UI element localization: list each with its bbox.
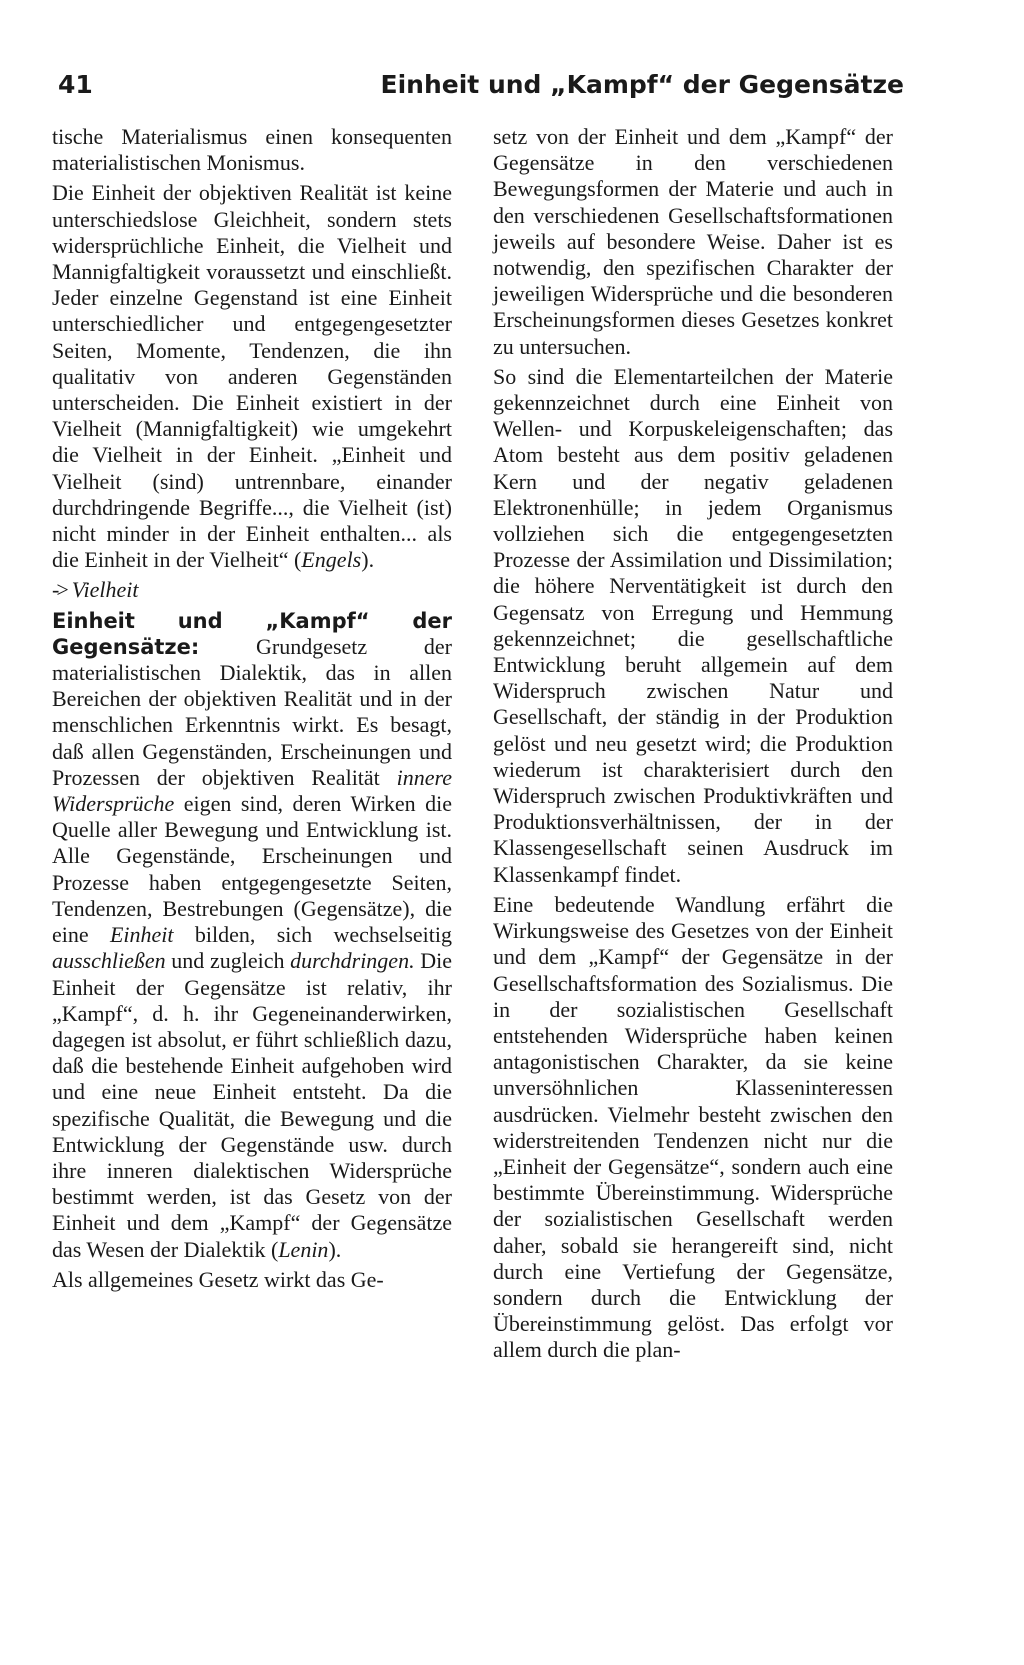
arrow-icon: -> — [52, 577, 66, 603]
emphasis: durchdringen. — [290, 948, 415, 974]
paragraph-einheit — [52, 180, 452, 573]
entry-heading: Einheit und „Kampf“ der Gegensätze: — [52, 608, 452, 659]
emphasis: Einheit — [109, 922, 174, 948]
text-run: bilden, sich wechselseitig — [173, 922, 452, 948]
text-run: und zugleich — [165, 948, 291, 974]
cross-reference-target: Vielheit — [71, 577, 139, 603]
text-run: eigen sind, deren Wirken die Quelle aller Bewegung und Entwicklung ist. Alle Gegenstände, Erscheinungen und Prozesse haben entgegengesetzte Seiten, Tendenzen, Bestrebungen (Gegensätze), die eine — [52, 791, 452, 948]
page-number: 41 — [58, 70, 93, 99]
emphasis: innere Widersprüche — [52, 764, 452, 817]
author-citation: Engels — [301, 547, 362, 573]
text-run: Grundgesetz der materialistischen Dialektik, das in allen Bereichen der objektiven Realität und in der menschlichen Erkenntnis wirkt. Es besagt, daß allen Gegenständen, Erscheinungen und Prozessen der objektiven Realität — [52, 633, 452, 790]
text-run: Die Einheit der Gegensätze ist relativ, ihr „Kampf“, d. h. ihr Gegeneinanderwirken, dagegen ist absolut, er führt schließlich dazu, daß die bestehende Einheit aufgehoben wird und eine neue Einheit entsteht. Da die spezifische Qualität, die Bewegung und die Entwicklung der Gegenstände usw. durch ihre inneren dialektischen Widersprüche bestimmt werden, ist das Gesetz von der Einheit und dem „Kampf“ der Gegensätze das Wesen der Dialektik ( — [52, 948, 452, 1262]
text-run: ). — [328, 1236, 342, 1262]
text-run: ). — [361, 547, 375, 573]
paragraph-sozialismus: Eine bedeutende Wandlung erfährt die Wirkungsweise des Gesetzes von der Einheit und dem „Kampf“ der Gegensätze in der Gesellschaftsformation des Sozialismus. Die in der sozialistischen Gesellschaft entstehenden Widersprüche haben keinen antagonistischen Charakter, da sie keine unversöhnlichen Klasseninteressen ausdrücken. Vielmehr besteht zwischen den widerstreitenden Tendenzen nicht nur die „Einheit der Gegensätze“, sondern auch eine bestimmte Übereinstimmung. Widersprüche der sozialistischen Gesellschaft werden daher, sobald sie herangereift sind, nicht durch eine Vertiefung der Gegensätze, sondern durch die Entwicklung der Übereinstimmung gelöst. Das erfolgt vor allem durch die plan- — [493, 891, 893, 1363]
emphasis: ausschließen — [52, 948, 166, 974]
left-column — [52, 124, 452, 1297]
text-run: Die Einheit der objektiven Realität ist keine unterschiedslose Gleichheit, sondern stets widersprüchliche Einheit, die Vielheit und Mannigfaltigkeit voraussetzt und einschließt. Jeder einzelne Gegenstand ist eine Einheit unterschiedlicher und entgegengesetzter Seiten, Momente, Tendenzen, die ihn qualitativ von anderen Gegenständen unterscheiden. Die Einheit existiert in der Vielheit (Mannigfaltigkeit) wie umgekehrt die Vielheit in der Einheit. „Einheit und Vielheit (sind) untrennbare, einander durchdringende Begriffe..., die Vielheit (ist) nicht minder in der Einheit enthalten... als die Einheit in der Vielheit“ ( — [52, 180, 452, 573]
right-column — [493, 124, 893, 1368]
cross-reference — [52, 577, 452, 603]
author-citation: Lenin — [278, 1236, 329, 1262]
paragraph-allgemeines: Als allgemeines Gesetz wirkt das Ge- — [52, 1266, 384, 1292]
paragraph-continued: setz von der Einheit und dem „Kampf“ der Gegensätze in den verschiedenen Bewegungsformen der Materie und auch in den verschiedenen Gesellschaftsformationen jeweils auf besondere Weise. Daher ist es notwendig, den spezifischen Charakter der jeweiligen Widersprüche und die besonderen Erscheinungsformen dieses Gesetzes konkret zu untersuchen. — [493, 124, 893, 359]
paragraph-continued: tische Materialismus einen konsequenten materialistischen Monismus. — [52, 124, 452, 176]
running-title: Einheit und „Kampf“ der Gegensätze — [380, 70, 904, 99]
paragraph-elementarteilchen: So sind die Elementarteilchen der Materie gekennzeichnet durch eine Einheit von Wellen- und Korpuskeleigenschaften; das Atom besteht aus dem positiv geladenen Kern und der negativ geladenen Elektronenhülle; in jedem Organismus vollziehen sich die entgegengesetzten Prozesse der Assimilation und Dissimilation; die höhere Nerventätigkeit ist durch den Gegensatz von Erregung und Hemmung gekennzeichnet; die gesellschaftliche Entwicklung beruht allgemein auf dem Widerspruch zwischen Natur und Gesellschaft, der ständig in der Produktion gelöst und neu gesetzt wird; die Produktion wiederum ist charakterisiert durch den Widerspruch zwischen Produktivkräften und Produktionsverhältnissen, der in der Klassengesellschaft seinen Ausdruck im Klassenkampf findet. — [493, 363, 893, 887]
dictionary-entry — [52, 608, 452, 1263]
